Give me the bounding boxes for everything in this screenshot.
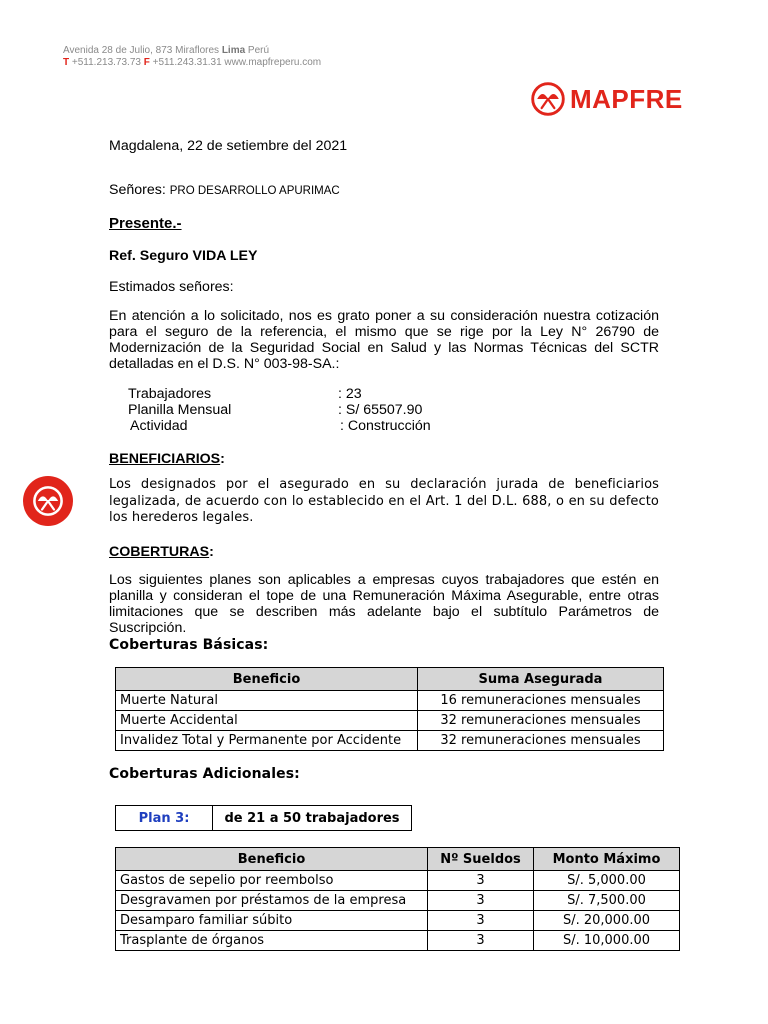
contact-line: T +511.213.73.73 F +511.243.31.31 www.mapfreperu.com (63, 57, 322, 68)
table-cell: 16 remuneraciones mensuales (418, 691, 664, 711)
table-cell: 3 (428, 911, 534, 931)
table-cell: Desamparo familiar súbito (116, 911, 428, 931)
detail-value-trabajadores: : 23 (338, 386, 362, 402)
table-cell: Muerte Natural (116, 691, 418, 711)
beneficiarios-line: legalizada, de acuerdo con lo establecido en el Art. 1 del D.L. 688, o en su defecto (109, 493, 659, 509)
table-cell: 32 remuneraciones mensuales (418, 711, 664, 731)
coberturas-line: limitaciones que se describen más adelante bajo el subtítulo Parámetros de Suscripción. (109, 604, 659, 636)
table-header: Beneficio (116, 848, 428, 871)
table-cell: Desgravamen por préstamos de la empresa (116, 891, 428, 911)
table-cell: S/. 5,000.00 (534, 871, 680, 891)
beneficiarios-line: los herederos legales. (109, 510, 254, 525)
mapfre-logo (530, 82, 683, 116)
table-cell: Muerte Accidental (116, 711, 418, 731)
emblem-icon (31, 484, 65, 518)
table-header: Beneficio (116, 668, 418, 691)
table-header: Suma Asegurada (418, 668, 664, 691)
intro-line: Modernización de la Seguridad Social en Salud y las Normas Técnicas del SCTR (109, 340, 659, 356)
ref-line: Ref. Seguro VIDA LEY (109, 248, 258, 264)
table-cell: 3 (428, 871, 534, 891)
date-line: Magdalena, 22 de setiembre del 2021 (109, 138, 348, 154)
table-header-row (116, 848, 680, 871)
table-cell: S/. 20,000.00 (534, 911, 680, 931)
table-header: Monto Máximo (534, 848, 680, 871)
detail-label-actividad: Actividad (130, 418, 188, 434)
table-cell: 32 remuneraciones mensuales (418, 731, 664, 751)
greeting: Estimados señores: (109, 279, 234, 295)
mapfre-emblem-icon (530, 81, 566, 117)
coberturas-heading: COBERTURAS: (109, 544, 214, 560)
table-cell: 3 (428, 931, 534, 951)
plan-value: de 21 a 50 trabajadores (213, 806, 412, 831)
table-cell: S/. 10,000.00 (534, 931, 680, 951)
detail-label-planilla: Planilla Mensual (128, 402, 232, 418)
table-row (116, 731, 664, 751)
table-cell: Invalidez Total y Permanente por Accidente (116, 731, 418, 751)
adicionales-table (115, 847, 680, 951)
intro-line: detalladas en el D.S. N° 003-98-SA.: (109, 356, 340, 372)
table-row (116, 711, 664, 731)
plan-box (115, 805, 412, 831)
table-row (116, 891, 680, 911)
detail-label-trabajadores: Trabajadores (128, 386, 212, 402)
beneficiarios-heading: BENEFICIARIOS: (109, 451, 225, 467)
table-cell: S/. 7,500.00 (534, 891, 680, 911)
presente-heading: Presente.- (109, 215, 182, 232)
table-cell: Trasplante de órganos (116, 931, 428, 951)
intro-paragraph (109, 308, 659, 372)
coberturas-paragraph (109, 572, 659, 636)
plan-row (116, 806, 412, 831)
beneficiarios-paragraph (109, 477, 659, 527)
detail-value-actividad: : Construcción (340, 418, 431, 434)
intro-line: para el seguro de la referencia, el mismo que se rige por la Ley N° 26790 de (109, 324, 659, 340)
beneficiarios-line: Los designados por el asegurado en su declaración jurada de beneficiarios (109, 477, 659, 492)
side-emblem-icon (23, 476, 73, 526)
recipient-line: Señores: PRO DESARROLLO APURIMAC (109, 182, 340, 198)
detail-value-planilla: : S/ 65507.90 (338, 402, 423, 418)
basicas-title: Coberturas Básicas: (109, 637, 269, 653)
table-cell: 3 (428, 891, 534, 911)
table-cell: Gastos de sepelio por reembolso (116, 871, 428, 891)
intro-line: En atención a lo solicitado, nos es grato poner a su consideración nuestra cotización (109, 308, 659, 324)
adicionales-title: Coberturas Adicionales: (109, 766, 300, 782)
mapfre-wordmark: MAPFRE (570, 83, 683, 114)
recipient-name: PRO DESARROLLO APURIMAC (169, 185, 340, 197)
plan-label: Plan 3: (116, 806, 213, 831)
table-row (116, 911, 680, 931)
basicas-table (115, 667, 664, 751)
coberturas-line: planilla y consideran el tope de una Remuneración Máxima Asegurable, entre otras (109, 588, 659, 604)
table-row (116, 871, 680, 891)
table-header-row (116, 668, 664, 691)
address-line: Avenida 28 de Julio, 873 Miraflores Lima Perú (63, 45, 270, 56)
table-row (116, 691, 664, 711)
table-header: Nº Sueldos (428, 848, 534, 871)
coberturas-line: Los siguientes planes son aplicables a empresas cuyos trabajadores que estén en (109, 572, 659, 588)
table-row (116, 931, 680, 951)
